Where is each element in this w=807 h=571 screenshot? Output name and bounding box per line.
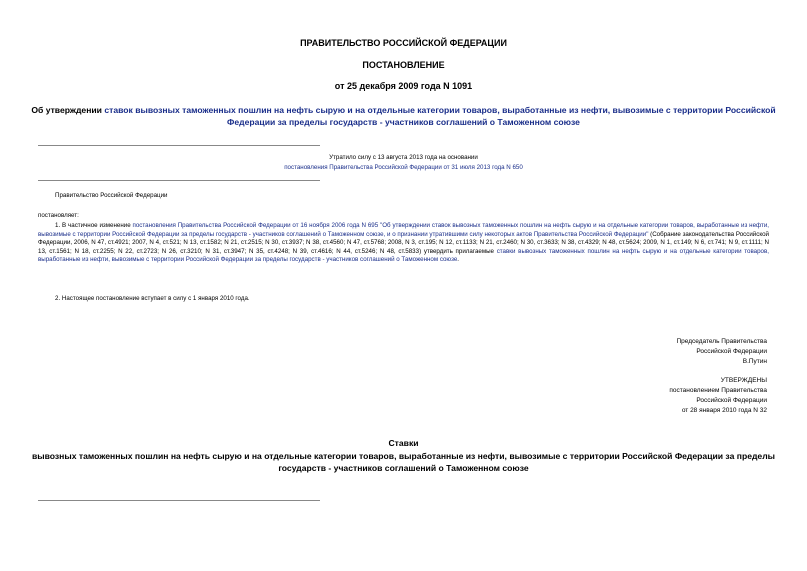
approved-line-1: УТВЕРЖДЕНЫ <box>720 377 767 384</box>
rates-title: Ставки <box>388 438 419 448</box>
p1-link-rates[interactable]: ставки вывозных таможенных пошлин на нефть сырую и на отдельные категории товаров, выработанные из нефти, вывозимые с территории Российской Федерации за пределы государств - участников соглашений о Таможенном союзе <box>38 247 769 264</box>
paragraph-1 <box>38 222 769 265</box>
approved-line-3: Российской Федерации <box>696 397 767 404</box>
title-link[interactable]: ставок вывозных таможенных пошлин на нефть сырую и на отдельные категории товаров, выработанные из нефти, вывозимые с территории Российской Федерации за пределы государств - участников соглашений о Таможенном союзе <box>104 105 776 127</box>
p1-text-b: (Собрание законодательства Российской Федерации, 2006, N 47, ст.4921; 2007, N 4, ст.521; N 13, ст.1582; N 21, ст.2515; N 30, ст.3937; N 38, ст.4560; N 47, ст.5768; 2008, N 3, ст.195; N 12, ст.1133; N 21, ст.2460; N 30, ст.3633; N 38, ст.4329; N 48, ст.5624; 2009, N 1, ст.149; N 6, ст.741; N 9, ст.1111; N 13, ст.1561; N 18, ст.2255; N 22, ст.2723; N 26, ст.3210; N 31, ст.3947; N 35, ст.4248; N 39, ст.4616; N 44, ст.5246; N 48, ст.5833) утвердить прилагаемые <box>38 230 770 255</box>
p1-text-c: . <box>457 256 460 264</box>
header-date-number: от 25 декабря 2009 года N 1091 <box>334 81 473 91</box>
divider-status <box>38 180 320 181</box>
document-title <box>30 104 777 128</box>
p1-link-resolution-695[interactable]: постановления Правительства Российской Федерации от 16 ноября 2006 года N 695 "Об утверждении ставок вывозных таможенных пошлин на нефть сырую и на отдельные категории товаров, выработанные из нефти, вывозимые с территории Российской Федерации за пределы государств - участников соглашений о Таможенном союзе, и о признании утратившими силу некоторых актов Правительства Российской Федерации" <box>38 222 769 238</box>
body-intro: Правительство Российской Федерации <box>55 192 168 199</box>
body-decree: постановляет: <box>38 212 79 219</box>
divider-top <box>38 145 320 146</box>
approved-line-4: от 28 января 2010 года N 32 <box>681 407 767 414</box>
divider-bottom <box>38 500 320 501</box>
status-link[interactable]: постановления Правительства Российской Федерации от 31 июля 2013 года N 650 <box>284 164 523 171</box>
rates-subtitle: вывозных таможенных пошлин на нефть сырую и на отдельные категории товаров, выработанные из нефти, вывозимые с территории Российской Федерации за пределы государств - участников соглашений о Таможенном союзе <box>31 451 776 473</box>
signature-line-3: В.Путин <box>742 358 767 365</box>
signature-line-1: Председатель Правительства <box>676 338 767 345</box>
header-government: ПРАВИТЕЛЬСТВО РОССИЙСКОЙ ФЕДЕРАЦИИ <box>300 38 507 48</box>
header-doc-type: ПОСТАНОВЛЕНИЕ <box>362 60 445 70</box>
signature-block <box>676 337 767 367</box>
status-line: Утратило силу с 13 августа 2013 года на основании <box>329 154 478 161</box>
approved-block <box>669 376 767 416</box>
paragraph-2: 2. Настоящее постановление вступает в силу с 1 января 2010 года. <box>55 295 250 302</box>
title-prefix: Об утверждении <box>31 105 105 115</box>
approved-line-2: постановлением Правительства <box>669 387 767 394</box>
p1-text-a: 1. В частичное изменение <box>55 222 133 229</box>
signature-line-2: Российской Федерации <box>696 348 767 355</box>
